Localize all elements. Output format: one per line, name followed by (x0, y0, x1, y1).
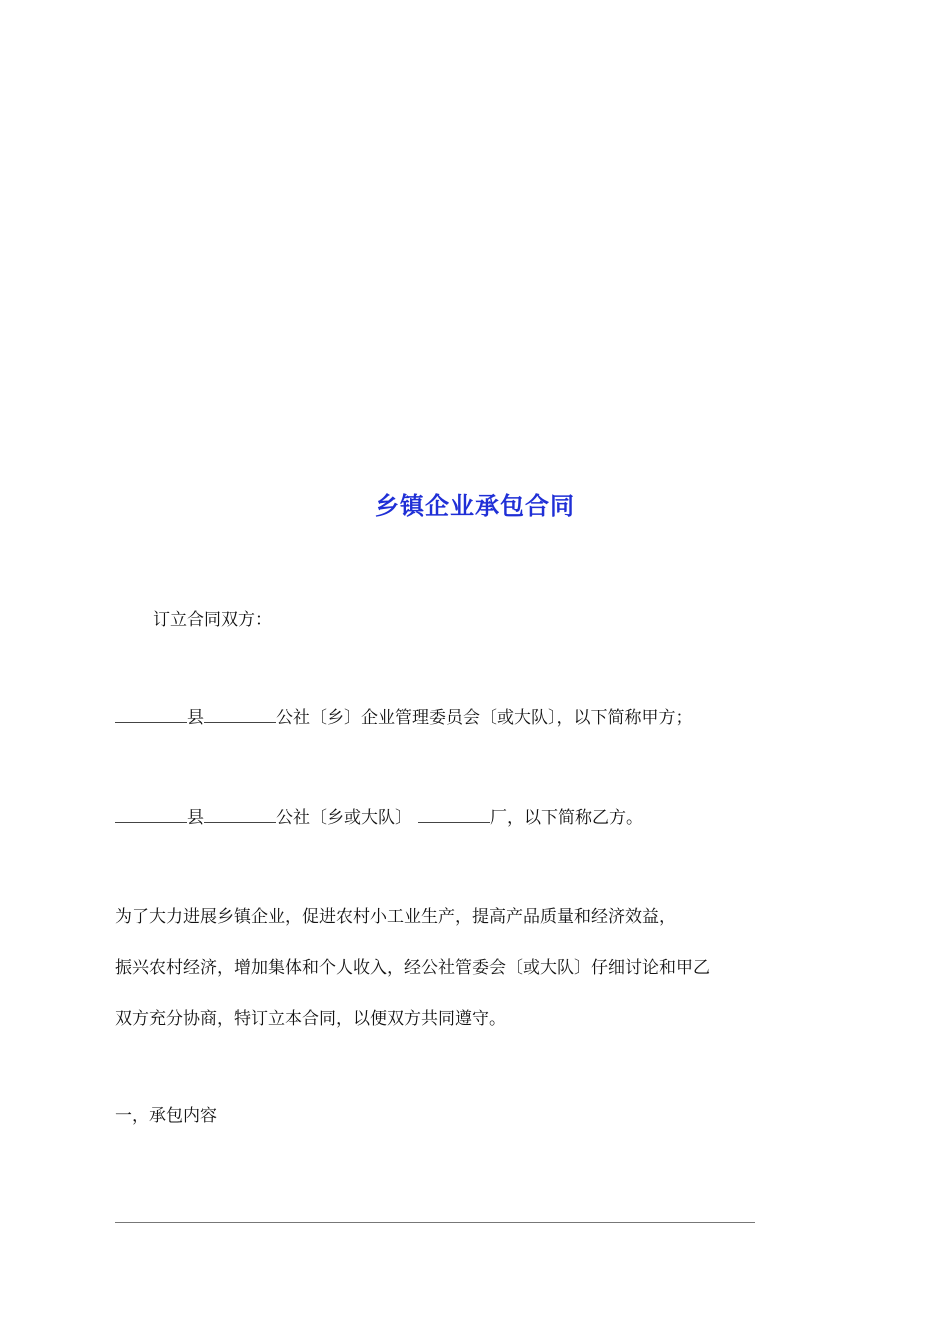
factory-blank (418, 806, 490, 823)
party-b-commune-text: 公社〔乡或大队〕 (276, 808, 412, 828)
county-label: 县 (187, 708, 204, 728)
parties-heading: 订立合同双方： (153, 610, 272, 630)
county-blank (115, 706, 187, 723)
preamble-line-3: 双方充分协商，特订立本合同，以便双方共同遵守。 (115, 1009, 506, 1029)
preamble-line-2: 振兴农村经济，增加集体和个人收入，经公社管委会〔或大队〕仔细讨论和甲乙 (115, 958, 710, 978)
document-title: 乡镇企业承包合同 (375, 491, 575, 520)
preamble-line-1: 为了大力进展乡镇企业，促进农村小工业生产，提高产品质量和经济效益， (115, 907, 676, 927)
section-1-heading: 一，承包内容 (115, 1106, 217, 1126)
county-label: 县 (187, 808, 204, 828)
commune-blank (204, 806, 276, 823)
party-b-line (115, 806, 643, 830)
party-b-factory-text: 厂，以下简称乙方。 (490, 808, 643, 828)
county-blank (115, 806, 187, 823)
party-a-text: 公社〔乡〕企业管理委员会〔或大队〕，以下简称甲方； (276, 708, 693, 728)
commune-blank (204, 706, 276, 723)
fill-in-rule (115, 1222, 755, 1223)
party-a-line (115, 706, 693, 730)
